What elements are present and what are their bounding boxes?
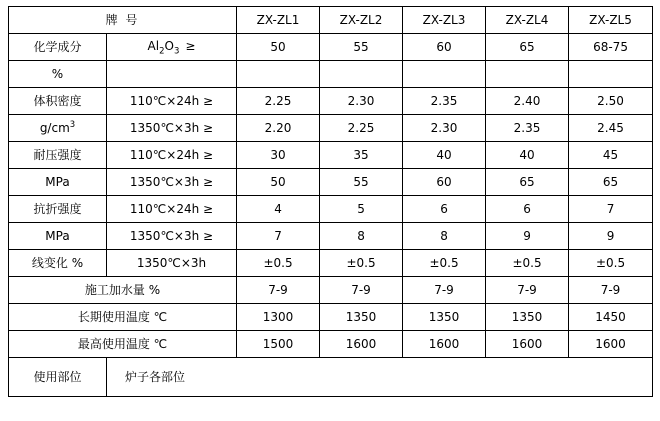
cell-value: ±0.5 bbox=[486, 250, 569, 277]
empty-cell bbox=[569, 61, 653, 88]
empty-cell bbox=[237, 61, 320, 88]
cell-value: 2.45 bbox=[569, 115, 653, 142]
cell-value: ±0.5 bbox=[403, 250, 486, 277]
cell-value: 2.20 bbox=[237, 115, 320, 142]
condition-110c-24h: 110℃×24h ≥ bbox=[107, 196, 237, 223]
header-grade-label: 牌 号 bbox=[9, 7, 237, 34]
header-grade-1: ZX-ZL1 bbox=[237, 7, 320, 34]
cell-value: 8 bbox=[320, 223, 403, 250]
cell-value: 7-9 bbox=[569, 277, 653, 304]
condition-1350c-3h: 1350℃×3h bbox=[107, 250, 237, 277]
table-header-row bbox=[9, 7, 653, 34]
row-label-long-term-temp: 长期使用温度 ℃ bbox=[9, 304, 237, 331]
empty-cell bbox=[403, 61, 486, 88]
cell-value: 7-9 bbox=[320, 277, 403, 304]
table-row bbox=[9, 331, 653, 358]
cell-value: 60 bbox=[403, 34, 486, 61]
table-row-unit bbox=[9, 61, 653, 88]
cell-value: 7-9 bbox=[237, 277, 320, 304]
condition-110c-24h: 110℃×24h ≥ bbox=[107, 142, 237, 169]
empty-cell bbox=[107, 61, 237, 88]
cell-value: 1350 bbox=[486, 304, 569, 331]
header-grade-5: ZX-ZL5 bbox=[569, 7, 653, 34]
cell-value: ±0.5 bbox=[320, 250, 403, 277]
condition-al2o3: $Al_2O_3$ ≥ bbox=[107, 34, 237, 61]
cell-value: 1350 bbox=[320, 304, 403, 331]
cell-value: 2.50 bbox=[569, 88, 653, 115]
row-label-compressive-strength: 耐压强度 bbox=[9, 142, 107, 169]
header-grade-3: ZX-ZL3 bbox=[403, 7, 486, 34]
row-label-mixing-water: 施工加水量 % bbox=[9, 277, 237, 304]
cell-value: 2.35 bbox=[403, 88, 486, 115]
cell-value: 7 bbox=[569, 196, 653, 223]
row-label-application: 使用部位 bbox=[9, 358, 107, 397]
cell-value: 8 bbox=[403, 223, 486, 250]
table-row bbox=[9, 223, 653, 250]
row-label-bulk-density: 体积密度 bbox=[9, 88, 107, 115]
cell-value: 1500 bbox=[237, 331, 320, 358]
row-unit-chemical: % bbox=[9, 61, 107, 88]
cell-value: 1350 bbox=[403, 304, 486, 331]
row-unit-compressive-strength: MPa bbox=[9, 169, 107, 196]
cell-value: 7 bbox=[237, 223, 320, 250]
table-row bbox=[9, 277, 653, 304]
cell-value: 65 bbox=[486, 169, 569, 196]
cell-value: 1600 bbox=[320, 331, 403, 358]
condition-1350c-3h: 1350℃×3h ≥ bbox=[107, 169, 237, 196]
cell-value: 68-75 bbox=[569, 34, 653, 61]
empty-cell bbox=[320, 61, 403, 88]
cell-value: 2.40 bbox=[486, 88, 569, 115]
cell-value: 50 bbox=[237, 34, 320, 61]
table-row bbox=[9, 169, 653, 196]
cell-value: 1300 bbox=[237, 304, 320, 331]
condition-1350c-3h: 1350℃×3h ≥ bbox=[107, 115, 237, 142]
header-grade-2: ZX-ZL2 bbox=[320, 7, 403, 34]
header-grade-4: ZX-ZL4 bbox=[486, 7, 569, 34]
cell-value: 45 bbox=[569, 142, 653, 169]
cell-value: 1450 bbox=[569, 304, 653, 331]
cell-value: 2.25 bbox=[237, 88, 320, 115]
table-row bbox=[9, 250, 653, 277]
cell-value: 1600 bbox=[569, 331, 653, 358]
cell-value: 60 bbox=[403, 169, 486, 196]
table-footer-row bbox=[9, 358, 653, 397]
condition-110c-24h: 110℃×24h ≥ bbox=[107, 88, 237, 115]
cell-value: 9 bbox=[486, 223, 569, 250]
cell-value: 65 bbox=[569, 169, 653, 196]
cell-value: 4 bbox=[237, 196, 320, 223]
cell-value: 2.25 bbox=[320, 115, 403, 142]
cell-value: 2.35 bbox=[486, 115, 569, 142]
row-unit-flexural-strength: MPa bbox=[9, 223, 107, 250]
empty-cell bbox=[486, 61, 569, 88]
table-row bbox=[9, 304, 653, 331]
refractory-spec-table bbox=[8, 6, 653, 397]
cell-value: 30 bbox=[237, 142, 320, 169]
row-value-application: 炉子各部位 bbox=[107, 358, 653, 397]
cell-value: 40 bbox=[403, 142, 486, 169]
cell-value: 6 bbox=[486, 196, 569, 223]
cell-value: 65 bbox=[486, 34, 569, 61]
cell-value: 1600 bbox=[403, 331, 486, 358]
cell-value: 9 bbox=[569, 223, 653, 250]
cell-value: 6 bbox=[403, 196, 486, 223]
cell-value: 7-9 bbox=[403, 277, 486, 304]
row-unit-bulk-density: $g/cm^3$ bbox=[9, 115, 107, 142]
cell-value: 2.30 bbox=[320, 88, 403, 115]
cell-value: ±0.5 bbox=[569, 250, 653, 277]
cell-value: 35 bbox=[320, 142, 403, 169]
cell-value: 5 bbox=[320, 196, 403, 223]
cell-value: 55 bbox=[320, 169, 403, 196]
cell-value: 40 bbox=[486, 142, 569, 169]
table-row bbox=[9, 196, 653, 223]
row-label-linear-change: 线变化 % bbox=[9, 250, 107, 277]
cell-value: 50 bbox=[237, 169, 320, 196]
cell-value: 55 bbox=[320, 34, 403, 61]
cell-value: ±0.5 bbox=[237, 250, 320, 277]
cell-value: 7-9 bbox=[486, 277, 569, 304]
table-row bbox=[9, 142, 653, 169]
row-label-chemical: 化学成分 bbox=[9, 34, 107, 61]
table-row bbox=[9, 34, 653, 61]
table-row bbox=[9, 88, 653, 115]
cell-value: 2.30 bbox=[403, 115, 486, 142]
table-row bbox=[9, 115, 653, 142]
row-label-flexural-strength: 抗折强度 bbox=[9, 196, 107, 223]
condition-1350c-3h: 1350℃×3h ≥ bbox=[107, 223, 237, 250]
row-label-max-temp: 最高使用温度 ℃ bbox=[9, 331, 237, 358]
cell-value: 1600 bbox=[486, 331, 569, 358]
